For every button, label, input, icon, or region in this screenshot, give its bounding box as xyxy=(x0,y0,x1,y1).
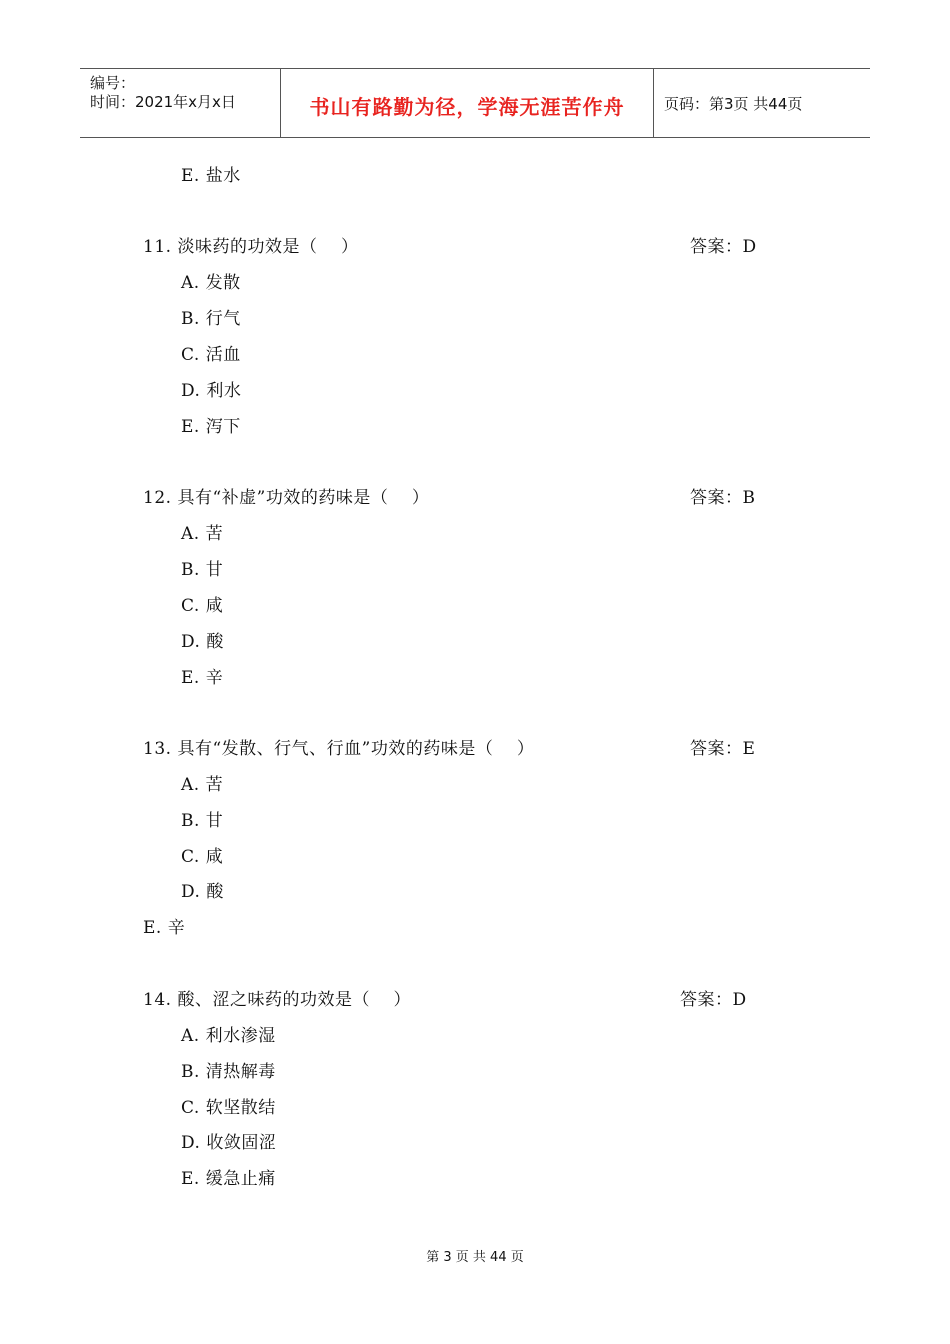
answer-13: 答案：E xyxy=(690,739,756,759)
q12-option-b: B. 甘 xyxy=(181,560,224,580)
header-page-cell xyxy=(654,69,870,137)
motto-text: 书山有路勤为径，学海无涯苦作舟 xyxy=(309,95,625,119)
q12-option-a: A. 苦 xyxy=(181,524,224,544)
q12-option-d: D. 酸 xyxy=(181,632,224,652)
q14-option-d: D. 收敛固涩 xyxy=(181,1133,277,1153)
q13-option-a: A. 苦 xyxy=(181,775,224,795)
q11-option-e: E. 泻下 xyxy=(181,417,241,437)
question-11: 11. 淡味药的功效是（ ） xyxy=(143,237,359,257)
q13-option-e: E. 辛 xyxy=(143,918,186,938)
header-meta-cell xyxy=(80,69,281,137)
q13-option-c: C. 咸 xyxy=(181,847,224,867)
answer-14: 答案：D xyxy=(680,990,747,1010)
number-label: 编号： xyxy=(90,74,136,92)
q14-option-e: E. 缓急止痛 xyxy=(181,1169,276,1189)
q14-option-b: B. 清热解毒 xyxy=(181,1062,276,1082)
page-header xyxy=(80,68,870,138)
question-14: 14. 酸、涩之味药的功效是（ ） xyxy=(143,990,412,1010)
question-12: 12. 具有“补虚”功效的药味是（ ） xyxy=(143,488,430,508)
q13-option-d: D. 酸 xyxy=(181,882,224,902)
q13-option-b: B. 甘 xyxy=(181,811,224,831)
time-label: 时间：2021年x月x日 xyxy=(90,93,236,111)
question-13: 13. 具有“发散、行气、行血”功效的药味是（ ） xyxy=(143,739,535,759)
prev-option-e: E. 盐水 xyxy=(181,166,241,186)
q12-option-e: E. 辛 xyxy=(181,668,224,688)
q11-option-d: D. 利水 xyxy=(181,381,242,401)
header-motto-cell xyxy=(281,69,654,137)
answer-12: 答案：B xyxy=(690,488,756,508)
q14-option-a: A. 利水渗湿 xyxy=(181,1026,276,1046)
q14-option-c: C. 软坚散结 xyxy=(181,1098,276,1118)
answer-11: 答案：D xyxy=(690,237,757,257)
q11-option-a: A. 发散 xyxy=(181,273,241,293)
page-footer: 第 3 页 共 44 页 xyxy=(426,1250,524,1265)
page-info: 页码：第3页 共44页 xyxy=(664,95,803,113)
q12-option-c: C. 咸 xyxy=(181,596,224,616)
q11-option-b: B. 行气 xyxy=(181,309,241,329)
q11-option-c: C. 活血 xyxy=(181,345,241,365)
